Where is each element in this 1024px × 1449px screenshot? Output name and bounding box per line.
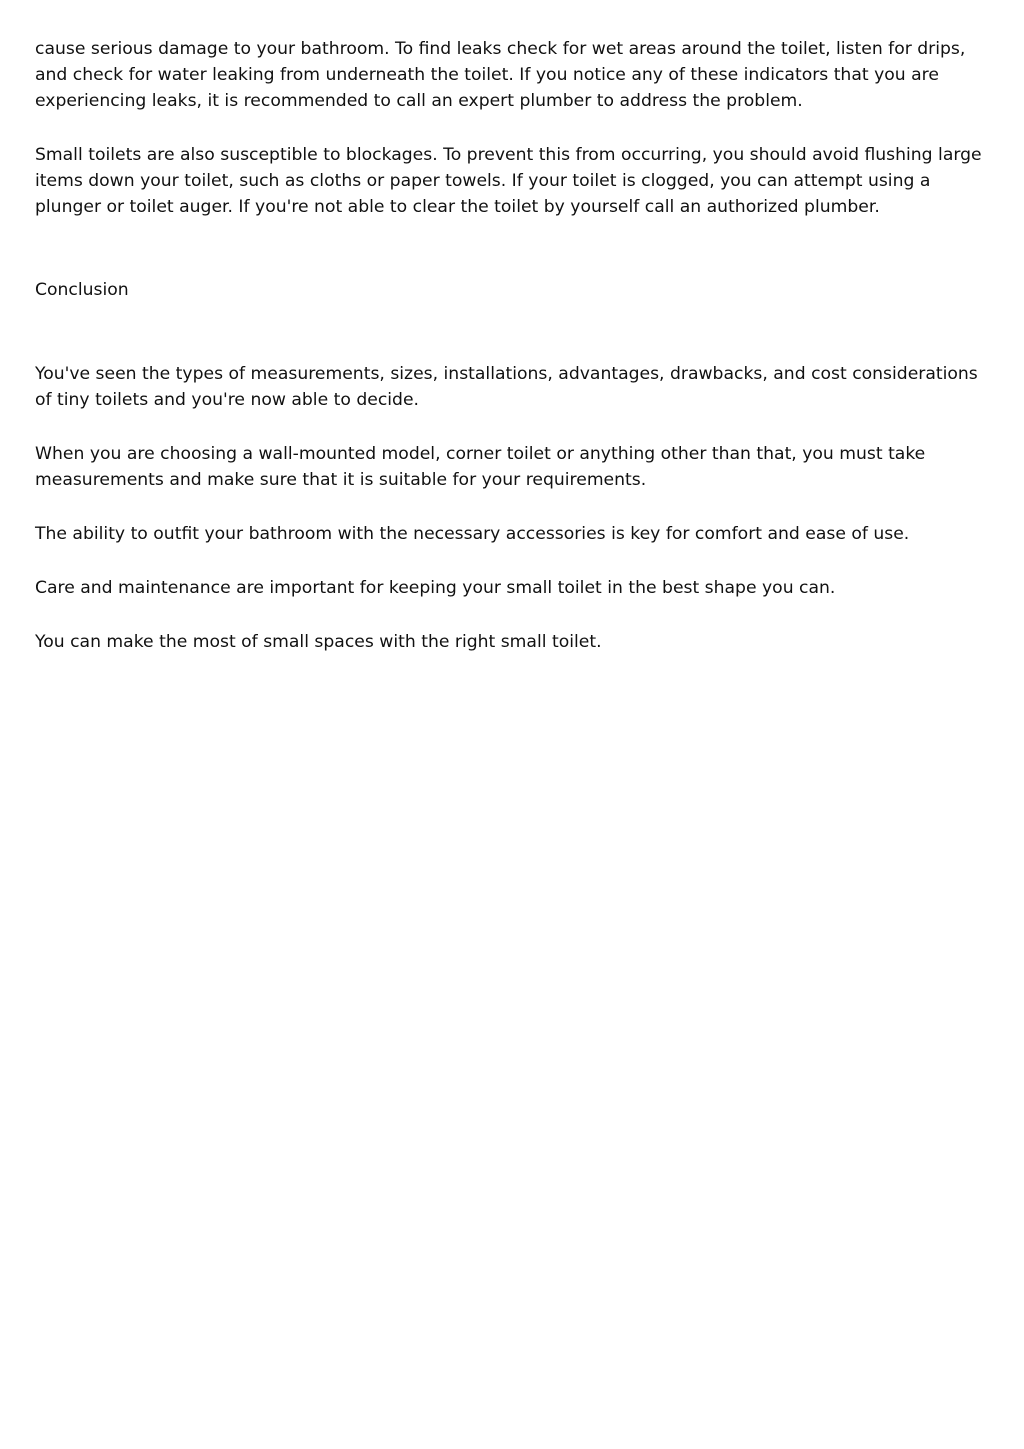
paragraph-conclusion-2: When you are choosing a wall-mounted model, corner toilet or anything other than that, you must take measurements and make sure that it is suitable for your requirements. [35, 444, 926, 490]
paragraph-leaks: cause serious damage to your bathroom. To find leaks check for wet areas around the toilet, listen for drips, and check for water leaking from underneath the toilet. If you notice any of these indicators that you are experiencing leaks, it is recommended to call an expert plumber to address the problem. [35, 39, 966, 111]
paragraph-blockages: Small toilets are also susceptible to blockages. To prevent this from occurring, you should avoid flushing large items down your toilet, such as cloths or paper towels. If your toilet is clogged, you can attempt using a plunger or toilet auger. If you're not able to clear the toilet by yourself call an authorized plumber. [35, 145, 982, 217]
document-page [35, 36, 995, 655]
paragraph-conclusion-3: The ability to outfit your bathroom with the necessary accessories is key for comfort and ease of use. [35, 524, 910, 544]
paragraph-conclusion-4: Care and maintenance are important for keeping your small toilet in the best shape you can. [35, 578, 836, 598]
paragraph-conclusion-5: You can make the most of small spaces with the right small toilet. [35, 632, 602, 652]
paragraph-conclusion-1: You've seen the types of measurements, sizes, installations, advantages, drawbacks, and cost considerations of tiny toilets and you're now able to decide. [35, 364, 978, 410]
section-heading-conclusion: Conclusion [35, 280, 129, 300]
